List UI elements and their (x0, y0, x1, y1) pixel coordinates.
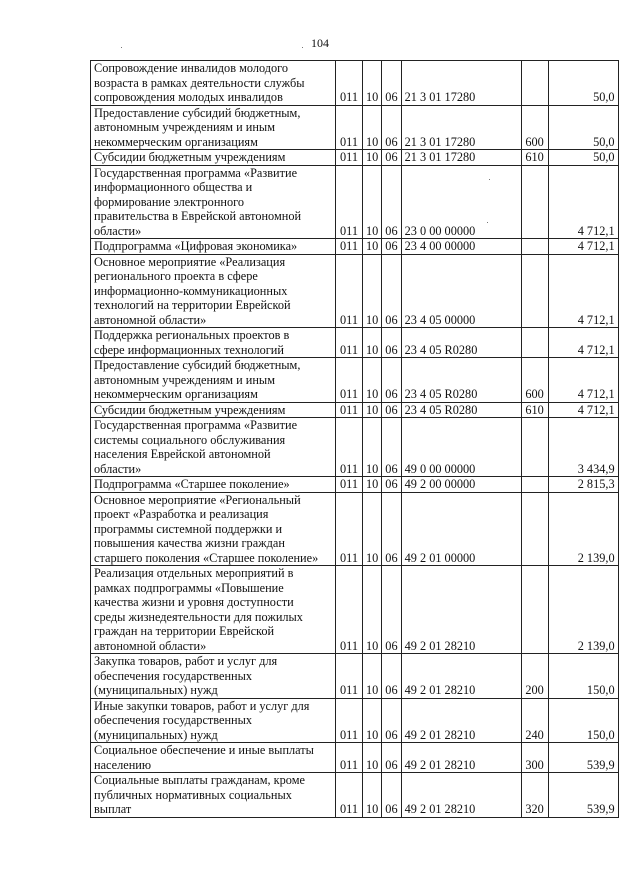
admin-code-cell: 011 (336, 418, 363, 477)
item-name-cell (91, 743, 336, 773)
table-row (91, 773, 619, 818)
item-name-line: области» (94, 223, 142, 238)
section-code-cell: 10 (363, 477, 382, 493)
expense-type-code-cell: 240 (521, 698, 548, 743)
budget-table-body (91, 61, 619, 818)
target-article-code-cell: 49 2 01 28210 (401, 773, 521, 818)
admin-code-cell: 011 (336, 566, 363, 654)
target-article-code-cell: 21 3 01 17280 (401, 61, 521, 106)
amount-cell: 4 712,1 (548, 358, 618, 403)
expense-type-code-cell (521, 239, 548, 255)
item-name-line: населению (94, 757, 152, 772)
expense-type-code-cell: 610 (521, 402, 548, 418)
section-code-cell: 10 (363, 654, 382, 699)
amount-cell: 4 712,1 (548, 328, 618, 358)
item-name-cell (91, 418, 336, 477)
amount-cell: 2 815,3 (548, 477, 618, 493)
item-name-line: публичных нормативных социальных (94, 787, 292, 802)
subsection-code-cell: 06 (382, 254, 401, 328)
item-name-cell (91, 254, 336, 328)
section-code-cell: 10 (363, 402, 382, 418)
admin-code-cell: 011 (336, 402, 363, 418)
item-name-line: возраста в рамках деятельности службы (94, 75, 305, 90)
item-name-line: Подпрограмма «Цифровая экономика» (94, 239, 298, 253)
section-code-cell: 10 (363, 239, 382, 255)
item-name-line: автономной области» (94, 312, 207, 327)
admin-code-cell: 011 (336, 150, 363, 166)
table-row (91, 239, 619, 255)
section-code-cell: 10 (363, 358, 382, 403)
item-name-line: некоммерческим организациям (94, 134, 258, 149)
scan-speck (121, 47, 122, 48)
item-name-line: выплат (94, 802, 132, 816)
item-name-line: граждан на территории Еврейской (94, 624, 275, 638)
target-article-code-cell: 23 4 05 R0280 (401, 328, 521, 358)
item-name-cell (91, 105, 336, 150)
item-name-line: обеспечения государственных (94, 713, 253, 727)
table-row (91, 654, 619, 699)
subsection-code-cell: 06 (382, 61, 401, 106)
admin-code-cell: 011 (336, 61, 363, 106)
amount-cell: 4 712,1 (548, 165, 618, 239)
item-name-cell (91, 150, 336, 166)
amount-cell: 4 712,1 (548, 254, 618, 328)
subsection-code-cell: 06 (382, 418, 401, 477)
section-code-cell: 10 (363, 773, 382, 818)
expense-type-code-cell (521, 165, 548, 239)
section-code-cell: 10 (363, 150, 382, 166)
expense-type-code-cell: 600 (521, 358, 548, 403)
admin-code-cell: 011 (336, 477, 363, 493)
expense-type-code-cell: 200 (521, 654, 548, 699)
admin-code-cell: 011 (336, 654, 363, 699)
expense-type-code-cell (521, 492, 548, 566)
page-number: 104 (311, 36, 329, 50)
item-name-line: старшего поколения «Старшее поколение» (94, 550, 319, 565)
item-name-line: обеспечения государственных (94, 668, 253, 683)
item-name-cell (91, 698, 336, 743)
item-name-line: Государственная программа «Развитие (94, 165, 298, 180)
item-name-line: формирование электронного (94, 194, 245, 209)
section-code-cell: 10 (363, 698, 382, 743)
item-name-line: некоммерческим организациям (94, 387, 258, 401)
amount-cell: 4 712,1 (548, 239, 618, 255)
section-code-cell: 10 (363, 743, 382, 773)
item-name-line: среды жизнедеятельности для пожилых (94, 609, 303, 624)
expense-type-code-cell (521, 418, 548, 477)
item-name-line: Поддержка региональных проектов в (94, 328, 290, 342)
item-name-line: (муниципальных) нужд (94, 683, 218, 697)
item-name-line: Субсидии бюджетным учреждениям (94, 402, 286, 417)
item-name-line: технологий на территории Еврейской (94, 298, 291, 312)
item-name-line: Иные закупки товаров, работ и услуг для (94, 698, 310, 713)
item-name-line: населения Еврейской автономной (94, 447, 271, 461)
target-article-code-cell: 21 3 01 17280 (401, 150, 521, 166)
item-name-line: информационно-коммуникационных (94, 283, 288, 298)
item-name-line: рамках подпрограммы «Повышение (94, 580, 284, 595)
table-row (91, 105, 619, 150)
section-code-cell: 10 (363, 105, 382, 150)
item-name-cell (91, 239, 336, 255)
item-name-cell (91, 61, 336, 106)
admin-code-cell: 011 (336, 358, 363, 403)
target-article-code-cell: 49 0 00 00000 (401, 418, 521, 477)
section-code-cell: 10 (363, 61, 382, 106)
item-name-line: качества жизни и уровня доступности (94, 595, 294, 609)
item-name-line: Предоставление субсидий бюджетным, (94, 105, 301, 120)
item-name-line: Основное мероприятие «Региональный (94, 492, 301, 507)
item-name-line: автономным учреждениям и иным (94, 372, 275, 387)
section-code-cell: 10 (363, 492, 382, 566)
admin-code-cell: 011 (336, 105, 363, 150)
table-row (91, 254, 619, 328)
item-name-line: Государственная программа «Развитие (94, 418, 298, 432)
expense-type-code-cell: 320 (521, 773, 548, 818)
item-name-line: Подпрограмма «Старшее поколение» (94, 477, 290, 491)
admin-code-cell: 011 (336, 492, 363, 566)
amount-cell: 50,0 (548, 61, 618, 106)
target-article-code-cell: 49 2 01 28210 (401, 654, 521, 699)
expense-type-code-cell (521, 254, 548, 328)
amount-cell: 150,0 (548, 698, 618, 743)
target-article-code-cell: 49 2 01 00000 (401, 492, 521, 566)
expense-type-code-cell: 610 (521, 150, 548, 166)
amount-cell: 3 434,9 (548, 418, 618, 477)
target-article-code-cell: 23 4 05 00000 (401, 254, 521, 328)
subsection-code-cell: 06 (382, 239, 401, 255)
item-name-line: повышения качества жизни граждан (94, 536, 285, 550)
subsection-code-cell: 06 (382, 328, 401, 358)
table-row (91, 698, 619, 743)
admin-code-cell: 011 (336, 698, 363, 743)
table-row (91, 418, 619, 477)
subsection-code-cell: 06 (382, 566, 401, 654)
item-name-line: программы системной поддержки и (94, 521, 283, 536)
budget-table (90, 60, 619, 818)
table-row (91, 743, 619, 773)
item-name-line: Сопровождение инвалидов молодого (94, 61, 289, 75)
subsection-code-cell: 06 (382, 743, 401, 773)
subsection-code-cell: 06 (382, 358, 401, 403)
table-row (91, 328, 619, 358)
target-article-code-cell: 49 2 00 00000 (401, 477, 521, 493)
item-name-line: (муниципальных) нужд (94, 727, 218, 742)
item-name-cell (91, 328, 336, 358)
item-name-line: информационного общества и (94, 180, 253, 194)
amount-cell: 4 712,1 (548, 402, 618, 418)
item-name-line: автономным учреждениям и иным (94, 120, 275, 134)
subsection-code-cell: 06 (382, 150, 401, 166)
amount-cell: 539,9 (548, 773, 618, 818)
section-code-cell: 10 (363, 254, 382, 328)
admin-code-cell: 011 (336, 165, 363, 239)
expense-type-code-cell: 300 (521, 743, 548, 773)
target-article-code-cell: 49 2 01 28210 (401, 743, 521, 773)
item-name-cell (91, 165, 336, 239)
admin-code-cell: 011 (336, 254, 363, 328)
item-name-line: Закупка товаров, работ и услуг для (94, 654, 278, 668)
item-name-line: проект «Разработка и реализация (94, 507, 269, 521)
target-article-code-cell: 49 2 01 28210 (401, 566, 521, 654)
table-row (91, 492, 619, 566)
expense-type-code-cell: 600 (521, 105, 548, 150)
subsection-code-cell: 06 (382, 105, 401, 150)
item-name-line: сфере информационных технологий (94, 342, 284, 357)
item-name-line: Социальное обеспечение и иные выплаты (94, 743, 314, 757)
admin-code-cell: 011 (336, 773, 363, 818)
item-name-line: Предоставление субсидий бюджетным, (94, 358, 301, 372)
target-article-code-cell: 49 2 01 28210 (401, 698, 521, 743)
target-article-code-cell: 23 4 00 00000 (401, 239, 521, 255)
item-name-cell (91, 402, 336, 418)
section-code-cell: 10 (363, 165, 382, 239)
table-row (91, 165, 619, 239)
table-row (91, 402, 619, 418)
item-name-line: Основное мероприятие «Реализация (94, 254, 286, 269)
subsection-code-cell: 06 (382, 492, 401, 566)
amount-cell: 50,0 (548, 150, 618, 166)
item-name-line: регионального проекта в сфере (94, 269, 258, 283)
item-name-cell (91, 773, 336, 818)
subsection-code-cell: 06 (382, 654, 401, 699)
item-name-cell (91, 492, 336, 566)
item-name-cell (91, 566, 336, 654)
expense-type-code-cell (521, 566, 548, 654)
subsection-code-cell: 06 (382, 773, 401, 818)
item-name-line: Реализация отдельных мероприятий в (94, 566, 294, 580)
table-row (91, 477, 619, 493)
target-article-code-cell: 21 3 01 17280 (401, 105, 521, 150)
item-name-line: автономной области» (94, 638, 207, 653)
scan-speck (302, 47, 303, 48)
table-row (91, 358, 619, 403)
target-article-code-cell: 23 0 00 00000 (401, 165, 521, 239)
expense-type-code-cell (521, 328, 548, 358)
table-row (91, 566, 619, 654)
admin-code-cell: 011 (336, 743, 363, 773)
section-code-cell: 10 (363, 418, 382, 477)
amount-cell: 50,0 (548, 105, 618, 150)
amount-cell: 2 139,0 (548, 566, 618, 654)
table-row (91, 150, 619, 166)
target-article-code-cell: 23 4 05 R0280 (401, 358, 521, 403)
item-name-cell (91, 358, 336, 403)
item-name-line: системы социального обслуживания (94, 432, 286, 447)
item-name-cell (91, 654, 336, 699)
item-name-line: Социальные выплаты гражданам, кроме (94, 773, 305, 787)
section-code-cell: 10 (363, 328, 382, 358)
item-name-line: правительства в Еврейской автономной (94, 209, 302, 223)
expense-type-code-cell (521, 61, 548, 106)
section-code-cell: 10 (363, 566, 382, 654)
item-name-line: сопровождения молодых инвалидов (94, 90, 283, 104)
amount-cell: 150,0 (548, 654, 618, 699)
subsection-code-cell: 06 (382, 477, 401, 493)
admin-code-cell: 011 (336, 328, 363, 358)
amount-cell: 2 139,0 (548, 492, 618, 566)
item-name-cell (91, 477, 336, 493)
subsection-code-cell: 06 (382, 165, 401, 239)
table-row (91, 61, 619, 106)
subsection-code-cell: 06 (382, 698, 401, 743)
subsection-code-cell: 06 (382, 402, 401, 418)
target-article-code-cell: 23 4 05 R0280 (401, 402, 521, 418)
amount-cell: 539,9 (548, 743, 618, 773)
admin-code-cell: 011 (336, 239, 363, 255)
item-name-line: Субсидии бюджетным учреждениям (94, 150, 286, 164)
expense-type-code-cell (521, 477, 548, 493)
item-name-line: области» (94, 461, 142, 476)
